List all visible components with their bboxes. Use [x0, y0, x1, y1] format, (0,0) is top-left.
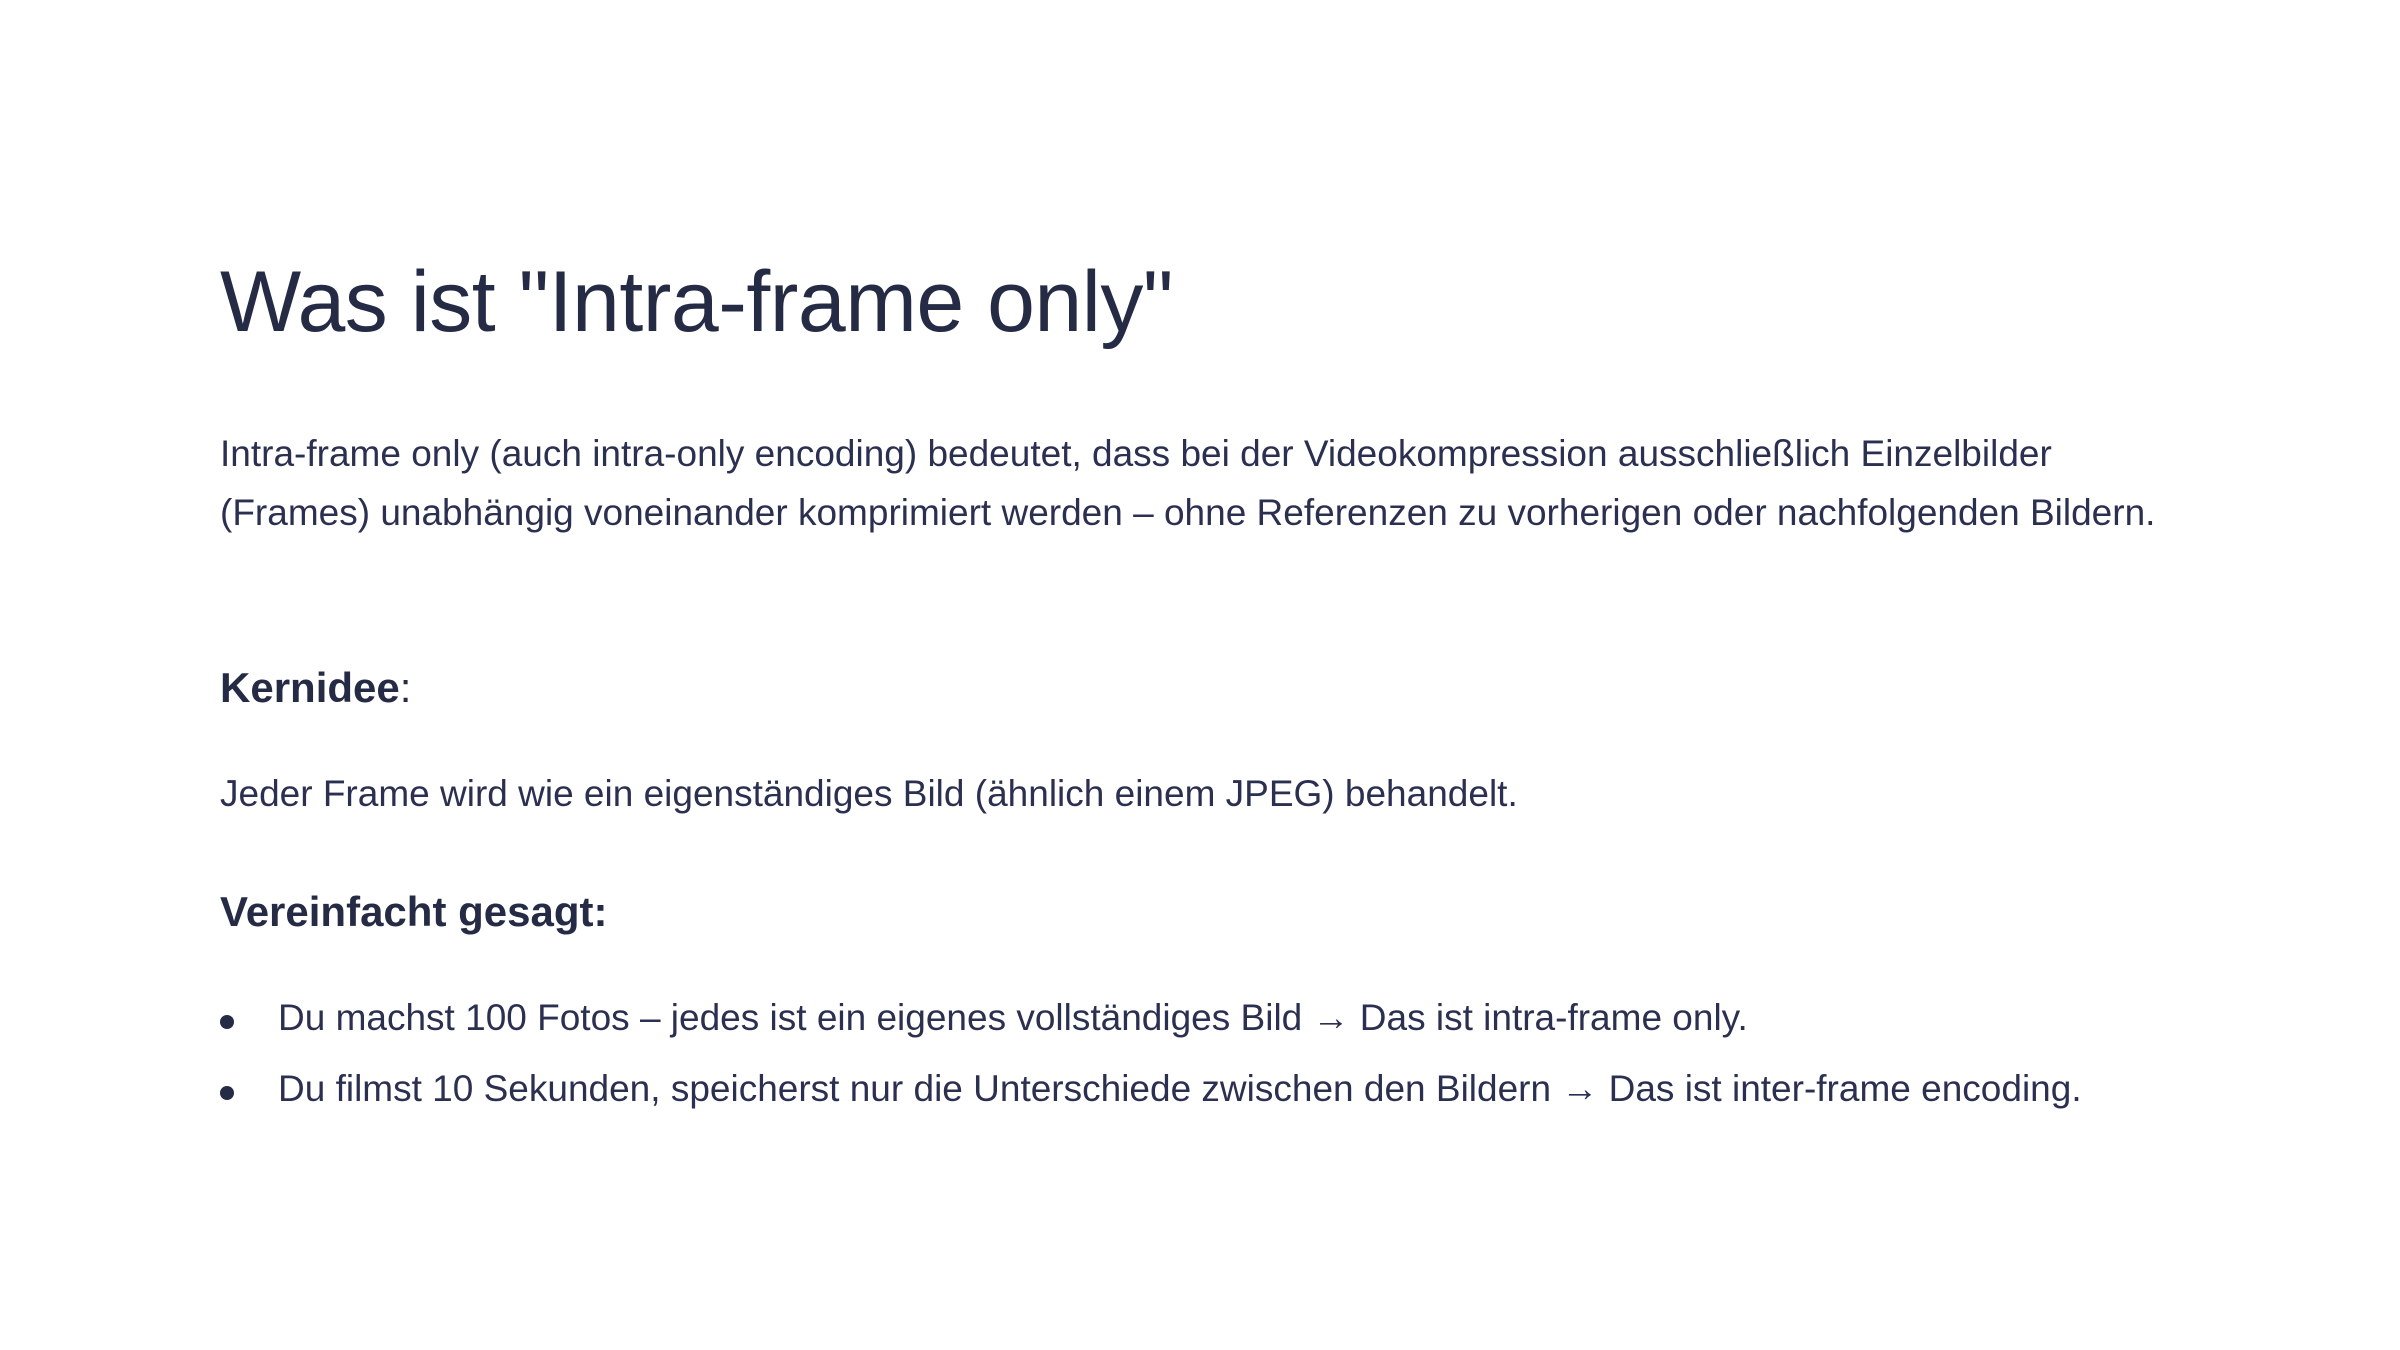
bullet-dot-icon	[220, 1015, 234, 1029]
kernidee-heading	[220, 658, 411, 718]
frame-description: Jeder Frame wird wie ein eigenständiges Bild (ähnlich einem JPEG) behandelt.	[220, 773, 1518, 814]
list-item	[220, 988, 2082, 1048]
slide	[220, 0, 2220, 1350]
kernidee-colon: :	[399, 664, 412, 711]
bullet-text: Du filmst 10 Sekunden, speicherst nur die Unterschiede zwischen den Bildern → Das ist inter-frame encoding.	[278, 1068, 2082, 1109]
bullet-dot-icon	[220, 1086, 234, 1100]
intro-paragraph: Intra-frame only (auch intra-only encoding) bedeutet, dass bei der Videokompression ausschließlich Einzelbilder (Frames) unabhängig voneinander komprimiert werden – ohne Referenzen zu vorherigen oder nachfolgenden Bildern.	[220, 433, 2156, 533]
simplified-heading: Vereinfacht gesagt:	[220, 888, 608, 935]
bullet-list	[220, 988, 2082, 1130]
kernidee-label: Kernidee	[220, 664, 400, 711]
bullet-text: Du machst 100 Fotos – jedes ist ein eigenes vollständiges Bild → Das ist intra-frame only.	[278, 997, 1748, 1038]
slide-title: Was ist "Intra-frame only"	[220, 254, 1173, 350]
list-item	[220, 1059, 2082, 1119]
